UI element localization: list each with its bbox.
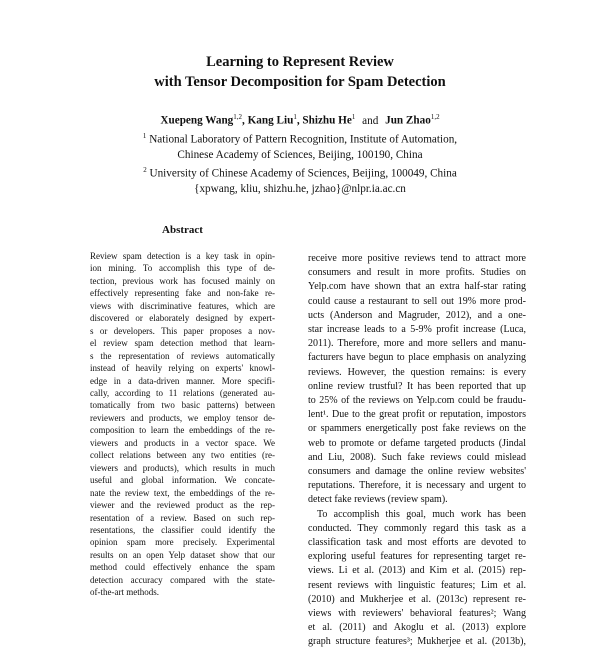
abstract-line: composition to learn the embeddings of the re- (90, 425, 275, 436)
abstract-line: of-the-art methods. (90, 587, 159, 598)
author-emails: {xpwang, kliu, shizhu.he, jzhao}@nlpr.ia.ac.cn (194, 183, 406, 196)
abstract-line: effectively representing fake and non-fake re- (90, 288, 275, 299)
abstract-line: tomatically from two basic patterns) between (90, 400, 275, 411)
body-paragraph-1-line: and Liu, 2008). Such fake reviews could mislead (308, 451, 526, 463)
affiliation-1-cont: Chinese Academy of Sciences, Beijing, 100190, China (177, 148, 423, 161)
affiliation-1: $^1$ National Laboratory of Pattern Recognition, Institute of Automation, (142, 131, 458, 146)
author-2-sup: 1 (293, 113, 297, 121)
abstract-line: views with discriminative features, which are (90, 300, 275, 311)
abstract-line: viewers and products), which results in much (90, 462, 275, 473)
abstract-heading: Abstract (162, 224, 203, 236)
body-paragraph-2-line: views. Li et al. (2013) and Kim et al. (2015) rep- (308, 565, 526, 577)
body-paragraph-1-line: receive more positive reviews tend to attract more (308, 253, 526, 264)
title-line-2: with Tensor Decomposition for Spam Detection (154, 74, 446, 90)
abstract-line: resentations, the classifier could identify the (90, 524, 275, 535)
author-3: Shizhu He (302, 114, 352, 127)
body-paragraph-1-line: to 25% of the reviews on Yelp.com could be fraudu- (308, 395, 526, 407)
body-paragraph-1-line: lent¹. Due to the great profit or reputation, impostors (308, 409, 526, 421)
abstract-line: edge in a data-driven manner. More specifi- (90, 375, 275, 386)
abstract-line: reviewers and products, we employ tensor de- (90, 412, 275, 423)
body-paragraph-1-line: 2011). Therefore, more and more sellers and manu- (308, 338, 526, 350)
body-paragraph-2-line: graph structure features³; Mukherjee et al. (2013b), (308, 636, 526, 648)
affiliation-1-sup: 1 (142, 131, 147, 140)
body-paragraph-2 (308, 508, 526, 650)
body-paragraph-1-line: consumers and result in more profits. Studies on (308, 267, 526, 279)
body-paragraph-2-line: conducted. They commonly regard this task as a (308, 522, 526, 534)
body-paragraph-1-line: or spammers energetically post fake reviews on the (308, 423, 526, 435)
body-paragraph-1-line: Yelp.com have shown that an extra half-star rating (308, 281, 526, 293)
abstract-line: s or developers. This paper proposes a nov- (90, 325, 275, 336)
body-paragraph-1-line: consumers and damage the online review websites' (308, 466, 526, 478)
abstract-line: opinion spam more precisely. Experimental (90, 537, 275, 548)
body-paragraph-1-line: online review trustful? It has been reported that up (308, 380, 526, 392)
abstract-line: tection, previous work has focused mainly on (90, 275, 275, 286)
body-paragraph-2-line: classification task and most efforts are devoted to (308, 537, 526, 549)
title-line-1: Learning to Represent Review (206, 54, 394, 70)
body-paragraph-1 (308, 252, 526, 508)
abstract-line: method could effectively enhance the spam (90, 562, 275, 573)
author-2: Kang Liu (247, 114, 294, 127)
abstract-line: viewer and the reviewed product as the rep- (90, 500, 275, 511)
author-4-sup: 1,2 (430, 113, 440, 121)
abstract-line: el review spam detection method that learn- (90, 338, 275, 349)
abstract-line: resentation of a review. Based on such rep- (90, 512, 275, 523)
abstract-line: viewers and products in a vector space. We (90, 437, 275, 448)
author-block (0, 110, 600, 197)
affiliation-2: $^2$ University of Chinese Academy of Sciences, Beijing, 100049, China (143, 166, 457, 180)
abstract-line: collect relations between any two entities (re- (90, 450, 275, 461)
abstract-line: Review spam detection is a key task in opin- (90, 251, 275, 261)
author-4: Jun Zhao (385, 114, 431, 127)
abstract-line: nate the review text, the embeddings of the re- (90, 487, 275, 498)
abstract-line: instead of heavily relying on experts' knowl- (90, 363, 275, 374)
author-1: Xuepeng Wang (160, 114, 234, 127)
abstract-line: useful and global information. We concate- (90, 475, 275, 486)
body-paragraph-2-line: exploring useful features for representing target re- (308, 551, 526, 563)
abstract-line: discovered or elaborately designed by expert- (90, 313, 275, 324)
abstract-column (90, 222, 275, 599)
author-names: Xuepeng Wang$^{1,2}$, Kang Liu$^1$, Shizhu He$^1$ and Jun Zhao$^{1,2}$ (160, 113, 440, 127)
body-paragraph-1-line: detect fake reviews (review spam). (308, 494, 448, 506)
abstract-line: s the representation of reviews automatically (90, 350, 275, 361)
author-and: and (362, 114, 379, 127)
body-paragraph-1-line: could cause a restaurant to sell out 19% more prod- (308, 295, 526, 307)
author-1-sup: 1,2 (233, 113, 243, 121)
body-paragraph-2-line: To accomplish this goal, much work has been (317, 508, 526, 520)
body-paragraph-1-line: reputations. Therefore, it is necessary and urgent to (308, 480, 526, 492)
body-paragraph-1-line: star increase leads to a 5-9% profit increase (Luca, (308, 324, 526, 336)
abstract-text (90, 250, 275, 599)
body-paragraph-2-line: (2010) and Mukherjee et al. (2013c) represent re- (308, 593, 526, 605)
affiliation-2-sup: 2 (143, 166, 147, 175)
body-paragraph-1-line: web to promote or defame targeted products (Jindal (308, 437, 526, 449)
body-paragraph-2-line: views with reviewers' behavioral features²; Wang (308, 608, 526, 620)
body-paragraph-1-line: reviews. However, the question remains: is every (308, 366, 526, 378)
body-paragraph-1-line: facturers have begun to place emphasis on analyzing (308, 352, 526, 364)
abstract-line: results on an open Yelp dataset show that our (90, 549, 275, 560)
abstract-line: cally, according to 11 relations (generated au- (90, 387, 275, 398)
body-paragraph-2-line: et al. (2011) and Akoglu et al. (2013) explore (308, 622, 526, 634)
abstract-line: detection accuracy compared with the state- (90, 574, 275, 585)
body-paragraph-1-line: ucts (Anderson and Magruder, 2012), and a one- (308, 309, 526, 321)
body-column (308, 252, 526, 650)
author-3-sup: 1 (351, 113, 356, 121)
paper-title (0, 52, 600, 92)
abstract-line: ion mining. To accomplish this type of de- (90, 263, 275, 274)
body-paragraph-2-line: resent reviews with linguistic features; Lim et al. (308, 579, 526, 591)
